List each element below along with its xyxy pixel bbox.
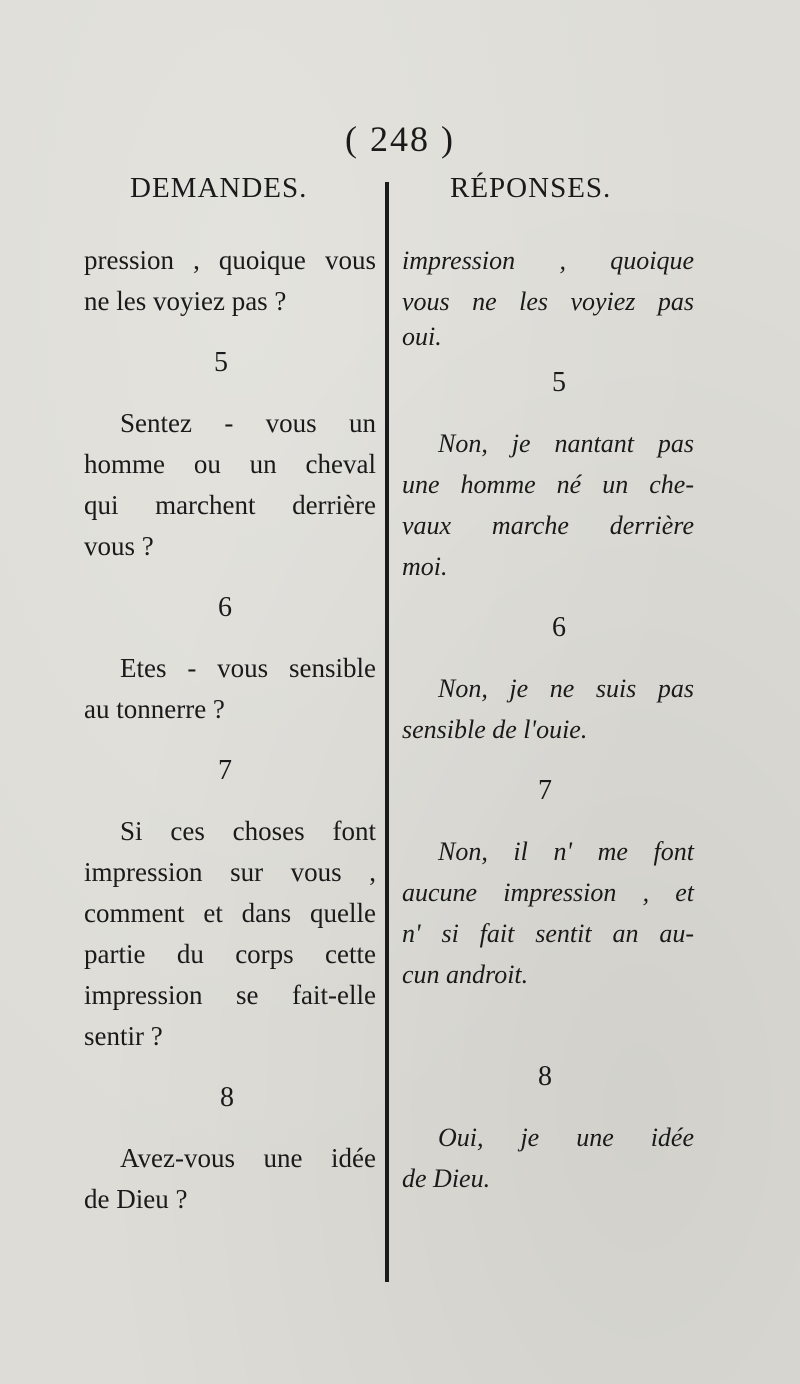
question-text-line: partie du corps cette [84,939,376,969]
column-divider [385,182,389,1282]
answer-text-line: Non, je nantant pas [438,429,694,458]
question-number: 5 [214,347,228,378]
question-text-line: de Dieu ? [84,1184,188,1214]
question-text-line: impression se fait-elle [84,980,376,1010]
answer-number: 7 [538,775,552,806]
answer-text-line: n' si fait sentit an au- [402,919,694,948]
question-text-line: au tonnerre ? [84,694,225,724]
question-text-line: Avez-vous une idée [120,1143,376,1173]
page-number: ( 248 ) [345,119,455,159]
question-number: 6 [218,592,232,623]
question-text-line: impression sur vous , [84,857,376,887]
answer-text-line: aucune impression , et [402,878,694,907]
answer-text-line: de Dieu. [402,1164,491,1193]
question-text-line: Etes - vous sensible [120,653,376,683]
question-text-line: sentir ? [84,1021,163,1051]
answer-text-line: oui. [402,322,442,351]
question-text-line: Sentez - vous un [120,408,376,438]
answer-text-line: Non, je ne suis pas [438,674,694,703]
answer-text-line: cun androit. [402,960,529,989]
question-text-line: Si ces choses font [120,816,376,846]
question-text-line: qui marchent derrière [84,490,376,520]
answer-text-line: sensible de l'ouie. [402,715,588,744]
question-number: 7 [218,755,232,786]
answer-text-line: impression , quoique [402,246,694,275]
answer-text-line: Non, il n' me font [438,837,694,866]
answers-column [402,240,694,1199]
answer-number: 5 [552,367,566,398]
question-text-line: pression , quoique vous [84,245,376,275]
answer-text-line: Oui, je une idée [438,1123,694,1152]
column-header-demandes: DEMANDES. [130,172,308,204]
question-text-line: ne les voyiez pas ? [84,286,287,316]
answer-text-line: une homme né un che- [402,470,694,499]
question-text-line: homme ou un cheval [84,449,376,479]
answer-number: 8 [538,1061,552,1092]
answer-text-line: vous ne les voyiez pas [402,287,694,316]
answer-number: 6 [552,612,566,643]
question-text-line: vous ? [84,531,154,561]
question-number: 8 [220,1082,234,1113]
questions-column [84,240,376,1220]
answer-text-line: moi. [402,552,448,581]
question-text-line: comment et dans quelle [84,898,376,928]
answer-text-line: vaux marche derrière [402,511,694,540]
column-header-reponses: RÉPONSES. [450,172,612,204]
